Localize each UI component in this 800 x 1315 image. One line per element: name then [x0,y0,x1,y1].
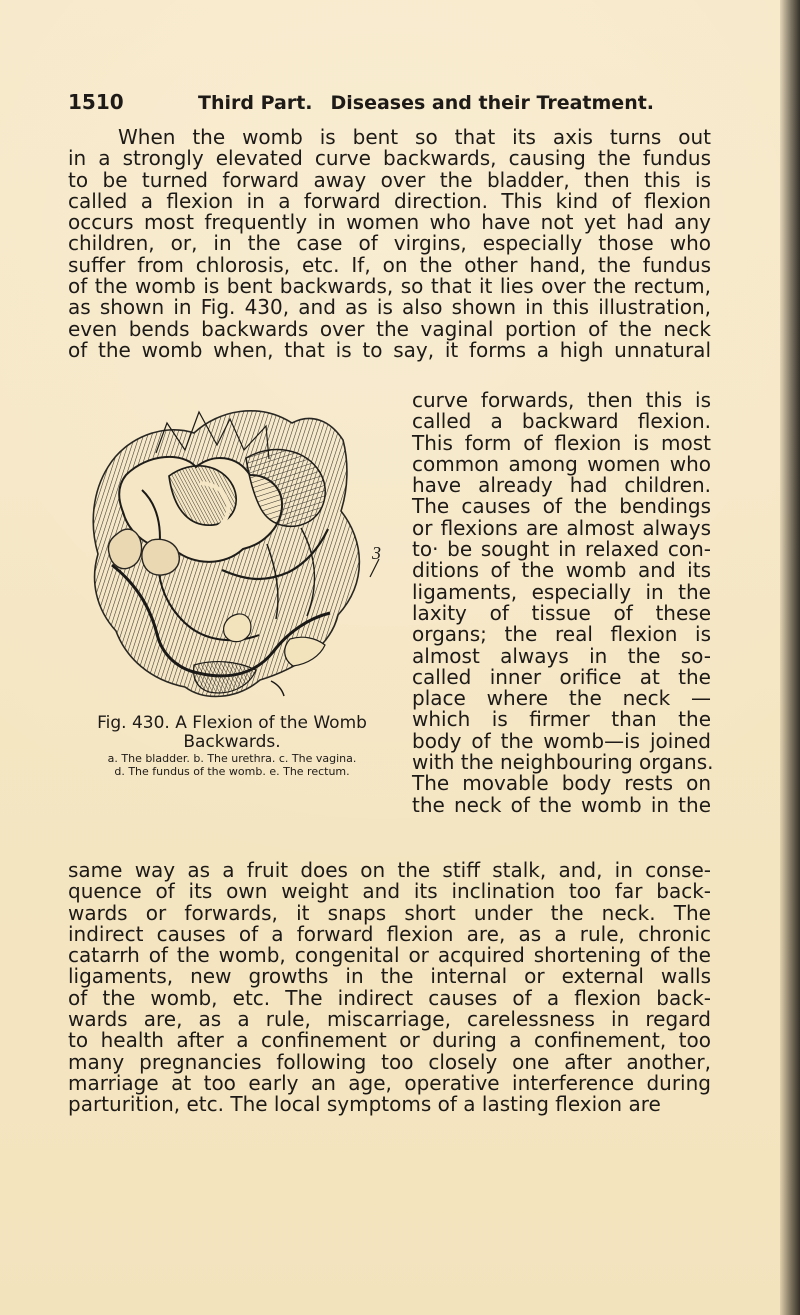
figure-label: Fig. 430. [97,713,170,733]
text-line: almost always in the so- [412,643,711,668]
text-line: organs; the real flexion is [412,622,711,647]
text-line: marriage at too early an age, operative interference during [68,1070,711,1095]
page-number: 1510 [68,90,124,114]
figure-key-line-1: a. The bladder. b. The urethra. c. The vagina. [107,752,357,765]
text-line: wards are, as a rule, miscarriage, carelessness in regard [68,1007,711,1032]
figure-caption-title [68,714,396,752]
text-line: children, or, in the case of virgins, especially those who [68,231,711,256]
text-line: wards or forwards, it snaps short under the neck. The [68,900,711,925]
text-line: place where the neck — [412,686,711,711]
header-title: Diseases and their Treatment. [330,92,655,114]
text-line: as shown in Fig. 430, and as is also shown in this illustration, [68,295,711,320]
lower-paragraph [68,860,711,1116]
lead-paragraph [68,127,711,361]
text-line: catarrh of the womb, congenital or acquired shortening of the [68,943,711,968]
text-line: even bends backwards over the vaginal portion of the neck [68,316,711,341]
text-line: which is firmer than the [412,707,711,732]
figure-title-line-1: A Flexion of the Womb [175,713,367,733]
text-line: The causes of the bendings [412,494,711,519]
right-column-paragraph [412,388,714,817]
text-line: same way as a fruit does on the stiff stalk, and, in conse- [68,858,711,882]
text-line: to· be sought in relaxed con- [412,537,711,562]
text-line: curve forwards, then this is [412,388,711,412]
text-line: This form of flexion is most [412,430,711,455]
text-line: with the neighbouring organs. [412,750,714,775]
text-line: common among women who [412,451,711,476]
figure-legend [68,752,396,778]
text-line: of the womb, etc. The indirect causes of a flexion back- [68,985,711,1010]
text-line: to be turned forward away over the bladder, then this is [68,167,711,192]
text-line: suffer from chlorosis, etc. If, on the other hand, the fundus [68,252,711,277]
text-line: parturition, etc. The local symptoms of a lasting flexion are [68,1092,661,1117]
header-section: Third Part. [198,92,313,114]
figure-marker: 3 [372,543,381,563]
text-line: called a backward flexion. [412,409,711,434]
text-line: called inner orifice at the [412,664,711,689]
text-line: of the womb when, that is to say, it forms a high unnatural [68,337,711,362]
text-line: occurs most frequently in women who have not yet had any [68,210,711,235]
text-line: body of the womb—is joined [412,728,711,753]
figure-key-line-2: d. The fundus of the womb. e. The rectum. [114,765,350,778]
text-line: laxity of tissue of these [412,600,711,625]
text-line: to health after a confinement or during a confinement, too [68,1028,711,1053]
text-line: many pregnancies following too closely one after another, [68,1049,711,1074]
text-line: indirect causes of a forward flexion are, as a rule, chronic [68,921,711,946]
text-line: or flexions are almost always [412,515,711,540]
text-line: The movable body rests on [412,771,711,796]
flexion-backwards-illustration [68,395,396,705]
text-line: ligaments, especially in the [412,579,711,604]
text-line: ligaments, new growths in the internal or external walls [68,964,711,989]
text-line: ditions of the womb and its [412,558,711,583]
page-edge-shadow [780,0,800,1315]
text-line: in a strongly elevated curve backwards, causing the fundus [68,146,711,171]
text-line: have already had children. [412,473,711,498]
text-line: the neck of the womb in the [412,792,711,817]
page-header [68,90,654,114]
figure-430 [68,395,396,855]
text-line: quence of its own weight and its inclination too far back- [68,879,711,904]
text-line: When the womb is bent so that its axis turns out [118,125,711,149]
text-line: of the womb is bent backwards, so that it lies over the rectum, [68,274,711,299]
figure-title-line-2: Backwards. [183,732,281,752]
text-line: called a flexion in a forward direction. This kind of flexion [68,188,711,213]
